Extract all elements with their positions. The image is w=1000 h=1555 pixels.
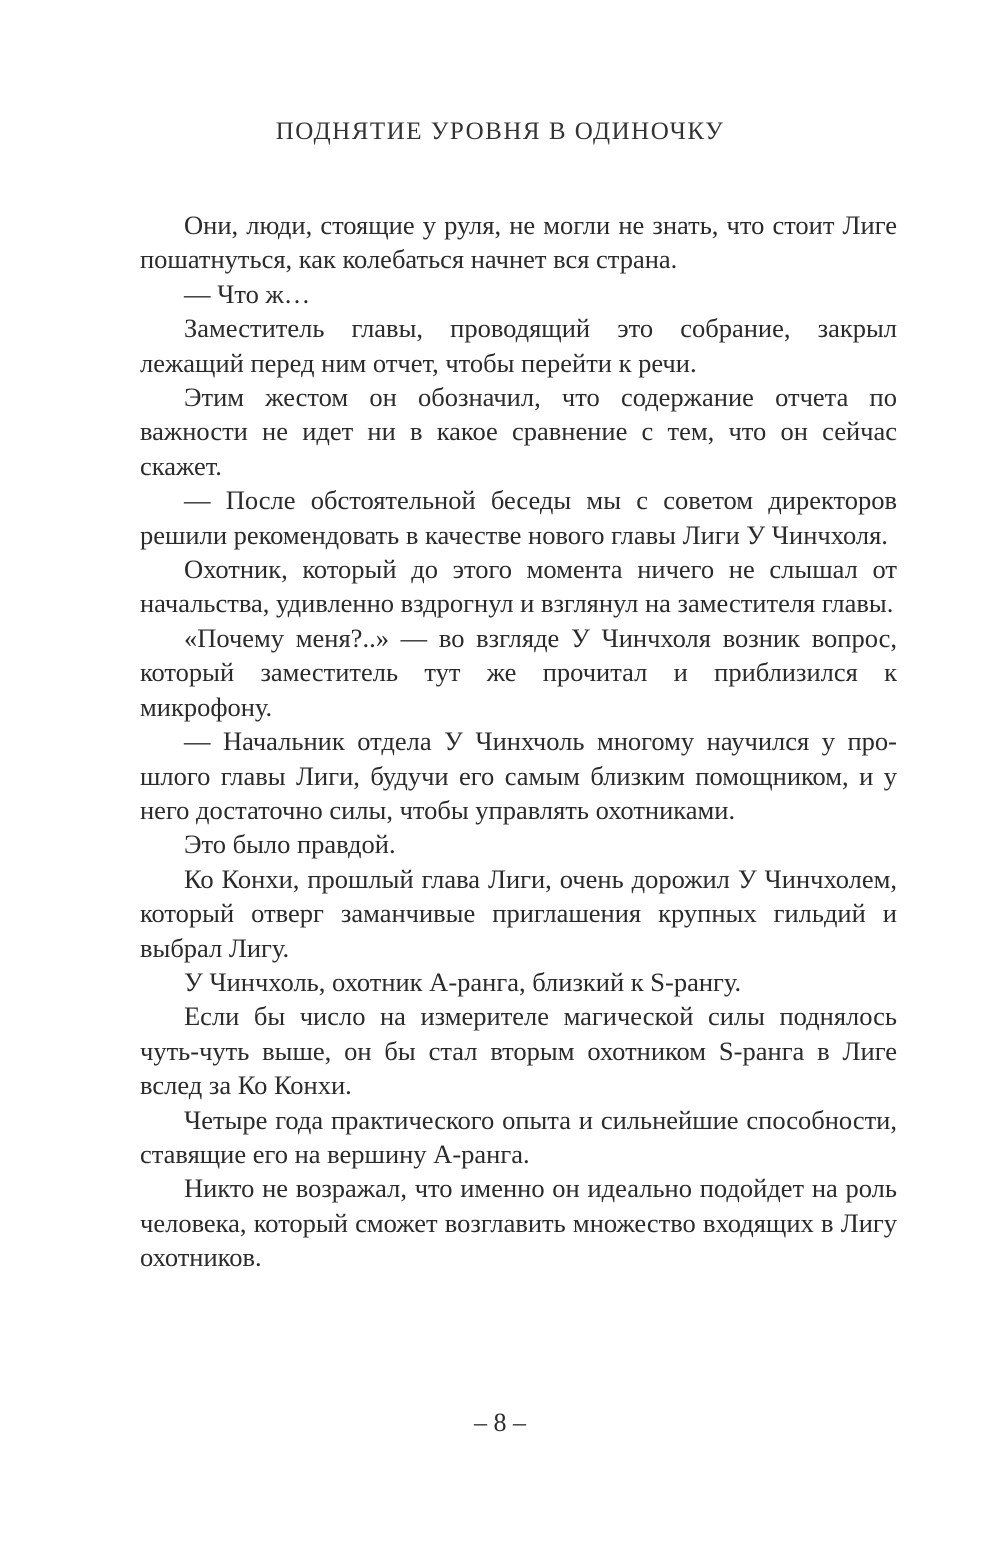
paragraph: У Чинчхоль, охотник A-ранга, близкий к S-рангу. (184, 966, 742, 997)
paragraph: «Почему меня?..» — во взгляде У Чинчхоля возник вопрос, который заместитель тут же прочитал и приблизился к микрофону. (140, 622, 897, 722)
paragraph: Никто не возражал, что именно он идеально подойдет на роль человека, который сможет возглавить множество входящих в Лигу охотников. (140, 1173, 897, 1273)
paragraph: Охотник, который до этого момента ничего не слышал от начальства, удивленно вздрогнул и взглянул на заместителя главы. (140, 554, 897, 619)
paragraph: Если бы число на измерителе магической силы поднялось чуть-чуть выше, он бы стал вторым охотником S-ранга в Лиге вслед за Ко Конхи. (140, 1001, 897, 1101)
paragraph: — Начальник отдела У Чинхчоль многому научился у прошлого главы Лиги, будучи его самым близким помощником, и у него достаточно силы, чтобы управлять охотниками. (140, 726, 897, 825)
paragraph: Ко Конхи, прошлый глава Лиги, очень дорожил У Чинчхолем, который отверг заманчивые приглашения крупных гильдий и выбрал Лигу. (140, 863, 897, 963)
paragraph: Это было правдой. (184, 829, 396, 860)
running-header-title: ПОДНЯТИЕ УРОВНЯ В ОДИНОЧКУ (275, 118, 725, 145)
paragraph: Этим жестом он обозначил, что содержание отчета по важности не идет ни в какое сравнение с тем, что он сейчас скажет. (140, 382, 897, 481)
paragraph: Заместитель главы, проводящий это собрание, закрыл лежащий перед ним отчет, чтобы перейти к речи. (140, 313, 897, 378)
paragraph: Они, люди, стоящие у руля, не могли не знать, что стоит Лиге пошатнуться, как колебаться начнет вся страна. (140, 210, 897, 275)
page-number: – 8 – (474, 1408, 526, 1437)
paragraph: — После обстоятельной беседы мы с советом директоров решили рекомендовать в качестве нового главы Лиги У Чинчхоля. (140, 485, 897, 550)
paragraph: Четыре года практического опыта и сильнейшие способности, ставящие его на вершину A-ранга. (140, 1104, 897, 1169)
body-text (140, 208, 897, 1275)
paragraph: — Что ж… (184, 278, 311, 309)
